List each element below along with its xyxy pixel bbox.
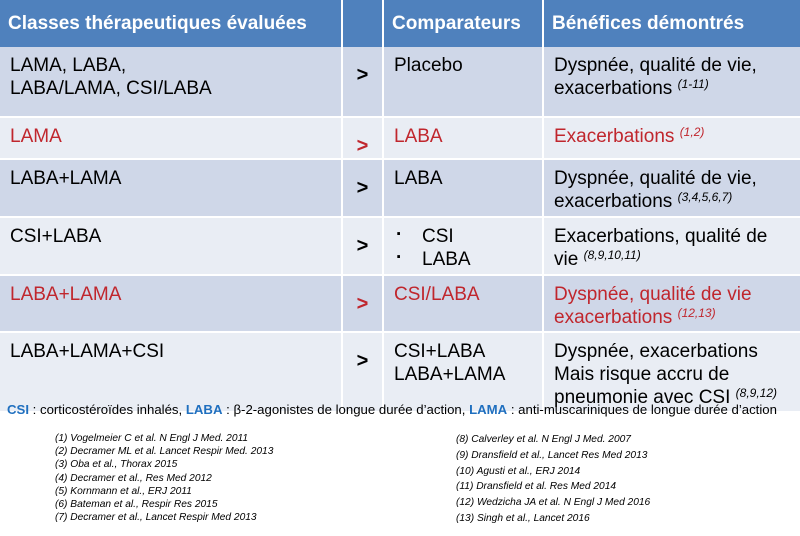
comparators-bullet-list (394, 225, 538, 271)
reference-item: (6) Bateman et al., Respir Res 2015 (55, 499, 218, 511)
greater-than-symbol: > (356, 135, 369, 157)
table-row (0, 217, 800, 275)
benefits-cell (543, 47, 800, 117)
class-text: LAMA, LABA, (10, 55, 127, 76)
table-row (0, 117, 800, 159)
comparator-bullet-item: · CSI (394, 225, 538, 248)
comparison-symbol-cell (342, 217, 383, 275)
legend-abbreviation: LAMA (469, 402, 508, 417)
comparators-cell (383, 159, 543, 217)
class-text: LABA+LAMA (10, 168, 122, 189)
comparator-text: CSI/LABA (394, 284, 480, 305)
comparison-symbol-cell (342, 275, 383, 332)
benefit-text: exacerbations (554, 191, 673, 212)
comparator-text: Placebo (394, 55, 463, 76)
references-left (55, 432, 273, 524)
reference-item: (3) Oba et al., Thorax 2015 (55, 459, 178, 471)
table-row (0, 332, 800, 412)
reference-item: (7) Decramer et al., Lancet Respir Med 2013 (55, 512, 257, 524)
comparator-bullet-item: · LABA (394, 248, 538, 271)
reference-item: (4) Decramer et al., Res Med 2012 (55, 472, 212, 484)
reference-item: (10) Agusti et al., ERJ 2014 (456, 465, 581, 477)
classes-cell (0, 217, 342, 275)
reference-superscript: (12,13) (677, 306, 716, 320)
classes-cell (0, 159, 342, 217)
benefits-cell (543, 159, 800, 217)
benefit-text: Dyspnée, exacerbations (554, 341, 758, 362)
reference-item: (5) Kornmann et al., ERJ 2011 (55, 485, 192, 497)
greater-than-symbol: > (356, 350, 369, 372)
reference-item: (11) Dransfield et al. Res Med 2014 (456, 481, 617, 493)
benefit-text: vie (554, 249, 579, 270)
classes-cell (0, 332, 342, 412)
comparators-cell (383, 117, 543, 159)
table-row (0, 47, 800, 117)
comparator-text: LABA (394, 168, 443, 189)
reference-item: (12) Wedzicha JA et al. N Engl J Med 2016 (456, 497, 651, 509)
table-header-row (0, 0, 800, 47)
header-spacer (342, 0, 383, 47)
class-text: LABA+LAMA (10, 284, 122, 305)
reference-item: (8) Calverley et al. N Engl J Med. 2007 (456, 434, 631, 445)
legend-abbreviation: LABA (185, 402, 223, 417)
abbreviations-legend (7, 402, 777, 417)
greater-than-symbol: > (356, 177, 369, 199)
legend-definition: : corticostéroïdes inhalés, (28, 402, 186, 417)
reference-item: (9) Dransfield et al., Lancet Res Med 2013 (456, 449, 648, 461)
benefit-text: exacerbations (554, 78, 673, 99)
comparison-symbol-cell (342, 159, 383, 217)
class-text: LABA+LAMA+CSI (10, 341, 165, 362)
classes-cell (0, 47, 342, 117)
greater-than-symbol: > (356, 235, 369, 257)
comparators-cell (383, 332, 543, 412)
greater-than-symbol: > (356, 293, 369, 315)
class-text: LAMA (10, 126, 62, 147)
comparators-cell (383, 217, 543, 275)
comparator-text: CSI+LABA (394, 341, 486, 362)
reference-superscript: (8,9,12) (735, 386, 778, 400)
comparator-text: LABA (394, 126, 443, 147)
comparators-cell (383, 47, 543, 117)
reference-item: (1) Vogelmeier C et al. N Engl J Med. 2011 (55, 433, 249, 444)
legend-abbreviation: CSI (7, 402, 29, 417)
benefit-text: Mais risque accru de (554, 364, 730, 385)
benefit-text: Exacerbations (554, 126, 675, 147)
greater-than-symbol: > (356, 64, 369, 86)
benefit-text: Exacerbations, qualité de (554, 226, 768, 247)
header-classes: Classes thérapeutiques évaluées (0, 0, 342, 47)
benefits-cell (543, 275, 800, 332)
reference-superscript: (3,4,5,6,7) (677, 190, 733, 204)
comparators-cell (383, 275, 543, 332)
benefit-text: pneumonie avec CSI (554, 387, 731, 408)
classes-cell (0, 117, 342, 159)
header-benefits: Bénéfices démontrés (543, 0, 800, 47)
reference-item: (2) Decramer ML et al. Lancet Respir Med. 2013 (55, 446, 274, 458)
table-row (0, 159, 800, 217)
benefit-text: exacerbations (554, 307, 673, 328)
classes-cell (0, 275, 342, 332)
reference-item: (13) Singh et al., Lancet 2016 (456, 512, 590, 524)
benefit-text: Dyspnée, qualité de vie, (554, 55, 757, 76)
reference-superscript: (1-11) (677, 77, 709, 91)
benefit-text: Dyspnée, qualité de vie (554, 284, 752, 305)
reference-superscript: (8,9,10,11) (583, 248, 641, 262)
table-body (0, 47, 800, 412)
comparison-symbol-cell (342, 47, 383, 117)
legend-definition: : β-2-agonistes de longue durée d’action, (222, 402, 470, 417)
header-comparators: Comparateurs (383, 0, 543, 47)
comparison-symbol-cell (342, 332, 383, 412)
benefits-cell (543, 217, 800, 275)
benefit-text: Dyspnée, qualité de vie, (554, 168, 757, 189)
legend-definition: : anti-muscariniques de longue durée d’action (507, 402, 777, 417)
class-text: LABA/LAMA, CSI/LABA (10, 78, 212, 99)
references-right (456, 432, 650, 527)
benefits-cell (543, 332, 800, 412)
class-text: CSI+LABA (10, 226, 102, 247)
comparison-symbol-cell (342, 117, 383, 159)
table-row (0, 275, 800, 332)
comparator-text: LABA+LAMA (394, 364, 506, 385)
benefits-cell (543, 117, 800, 159)
reference-superscript: (1,2) (679, 125, 705, 139)
